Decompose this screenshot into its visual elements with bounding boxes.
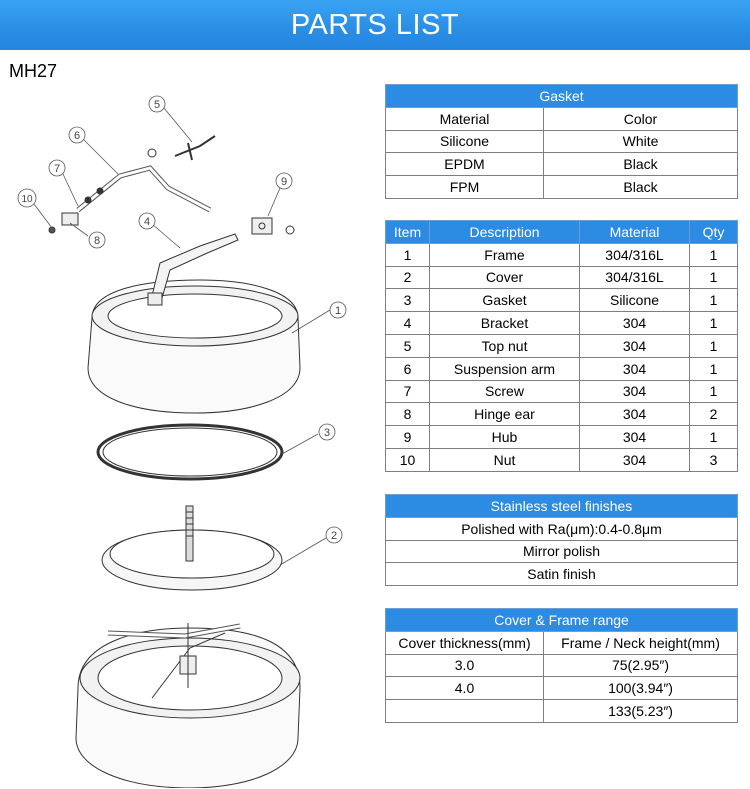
exploded-parts-drawing — [0, 88, 382, 788]
cell: 1 — [690, 312, 738, 335]
callout-9 — [276, 173, 292, 189]
svg-text:6: 6 — [73, 130, 81, 142]
svg-text:3: 3 — [323, 427, 331, 439]
table-row — [386, 243, 738, 266]
cell: 9 — [386, 426, 430, 449]
callout-3 — [319, 424, 335, 440]
gasket-col-material: Material — [386, 107, 544, 130]
cell: 2 — [386, 266, 430, 289]
cell: 304 — [580, 312, 690, 335]
parts-table — [385, 220, 738, 472]
cell: Black — [544, 153, 738, 176]
cell: Satin finish — [386, 563, 738, 586]
callout-8 — [89, 232, 105, 248]
cell: 1 — [690, 243, 738, 266]
cell: 3 — [690, 448, 738, 471]
cell: 3 — [386, 289, 430, 312]
cell: Polished with Ra(μm):0.4-0.8μm — [386, 517, 738, 540]
cell: 304 — [580, 334, 690, 357]
table-row — [386, 153, 738, 176]
cell: 1 — [690, 266, 738, 289]
range-table — [385, 608, 738, 723]
callout-1 — [330, 302, 346, 318]
svg-text:1: 1 — [334, 305, 342, 317]
parts-col-item: Item — [386, 221, 430, 244]
svg-text:4: 4 — [143, 216, 151, 228]
cell: 304 — [580, 448, 690, 471]
cell: 304 — [580, 403, 690, 426]
cell: 1 — [690, 334, 738, 357]
cell: Gasket — [430, 289, 580, 312]
cell: Mirror polish — [386, 540, 738, 563]
suspension-arm-part — [78, 168, 210, 210]
callout-2 — [326, 527, 342, 543]
model-label: MH27 — [9, 61, 58, 81]
cell: 304 — [580, 426, 690, 449]
cell: 304 — [580, 357, 690, 380]
cell: Top nut — [430, 334, 580, 357]
cell: Suspension arm — [430, 357, 580, 380]
cell: 1 — [386, 243, 430, 266]
gasket-col-color: Color — [544, 107, 738, 130]
cell: Hub — [430, 426, 580, 449]
cell: White — [544, 130, 738, 153]
svg-text:7: 7 — [53, 163, 61, 175]
cell: 1 — [690, 357, 738, 380]
cell: Silicone — [386, 130, 544, 153]
cell: FPM — [386, 176, 544, 199]
cell: 3.0 — [386, 654, 544, 677]
table-row — [386, 403, 738, 426]
svg-text:10: 10 — [21, 194, 33, 205]
parts-col-description: Description — [430, 221, 580, 244]
cell: 6 — [386, 357, 430, 380]
table-row — [386, 130, 738, 153]
cell: 1 — [690, 289, 738, 312]
callout-6 — [69, 127, 85, 143]
cell: Hinge ear — [430, 403, 580, 426]
range-col-thickness: Cover thickness(mm) — [386, 631, 544, 654]
callout-5 — [149, 96, 165, 112]
table-row — [386, 176, 738, 199]
parts-col-material: Material — [580, 221, 690, 244]
table-row — [386, 357, 738, 380]
cell: 2 — [690, 403, 738, 426]
cell: 304 — [580, 380, 690, 403]
svg-text:2: 2 — [330, 530, 338, 542]
parts-col-qty: Qty — [690, 221, 738, 244]
svg-text:9: 9 — [280, 176, 288, 188]
cell: 7 — [386, 380, 430, 403]
top-nut-part — [148, 136, 215, 160]
cell: Black — [544, 176, 738, 199]
table-row — [386, 334, 738, 357]
table-row — [386, 654, 738, 677]
table-row — [386, 448, 738, 471]
page-title: PARTS LIST — [0, 0, 750, 50]
cell: EPDM — [386, 153, 544, 176]
table-row — [386, 289, 738, 312]
cell: 4 — [386, 312, 430, 335]
frame-part — [88, 280, 300, 413]
callout-7 — [49, 160, 65, 176]
cell: Bracket — [430, 312, 580, 335]
cell: Silicone — [580, 289, 690, 312]
cell: 133(5.23″) — [544, 700, 738, 723]
cell: 1 — [690, 426, 738, 449]
cell — [386, 700, 544, 723]
cell: Screw — [430, 380, 580, 403]
callout-10 — [18, 189, 36, 207]
cell: Nut — [430, 448, 580, 471]
cell: 304/316L — [580, 266, 690, 289]
table-row — [386, 380, 738, 403]
range-col-height: Frame / Neck height(mm) — [544, 631, 738, 654]
cell: 75(2.95″) — [544, 654, 738, 677]
cell: 1 — [690, 380, 738, 403]
svg-text:5: 5 — [153, 99, 161, 111]
cell: 4.0 — [386, 677, 544, 700]
finishes-table — [385, 494, 738, 586]
finishes-header: Stainless steel finishes — [386, 495, 738, 518]
table-row — [386, 677, 738, 700]
table-row — [386, 426, 738, 449]
assembled-manhole — [76, 623, 300, 788]
gasket-part — [98, 425, 282, 479]
cell: Cover — [430, 266, 580, 289]
cell: 10 — [386, 448, 430, 471]
cell: 5 — [386, 334, 430, 357]
callout-4 — [139, 213, 155, 229]
cell: 304/316L — [580, 243, 690, 266]
table-row — [386, 312, 738, 335]
cell: 100(3.94″) — [544, 677, 738, 700]
hinge-ear-part — [49, 213, 78, 233]
gasket-header: Gasket — [386, 85, 738, 108]
cell: 8 — [386, 403, 430, 426]
table-row — [386, 540, 738, 563]
table-row — [386, 517, 738, 540]
cover-part — [102, 506, 282, 590]
hub-part — [252, 218, 294, 234]
range-header: Cover & Frame range — [386, 609, 738, 632]
cell: Frame — [430, 243, 580, 266]
gasket-table — [385, 84, 738, 199]
table-row — [386, 266, 738, 289]
table-row — [386, 700, 738, 723]
table-row — [386, 563, 738, 586]
svg-text:8: 8 — [93, 235, 101, 247]
